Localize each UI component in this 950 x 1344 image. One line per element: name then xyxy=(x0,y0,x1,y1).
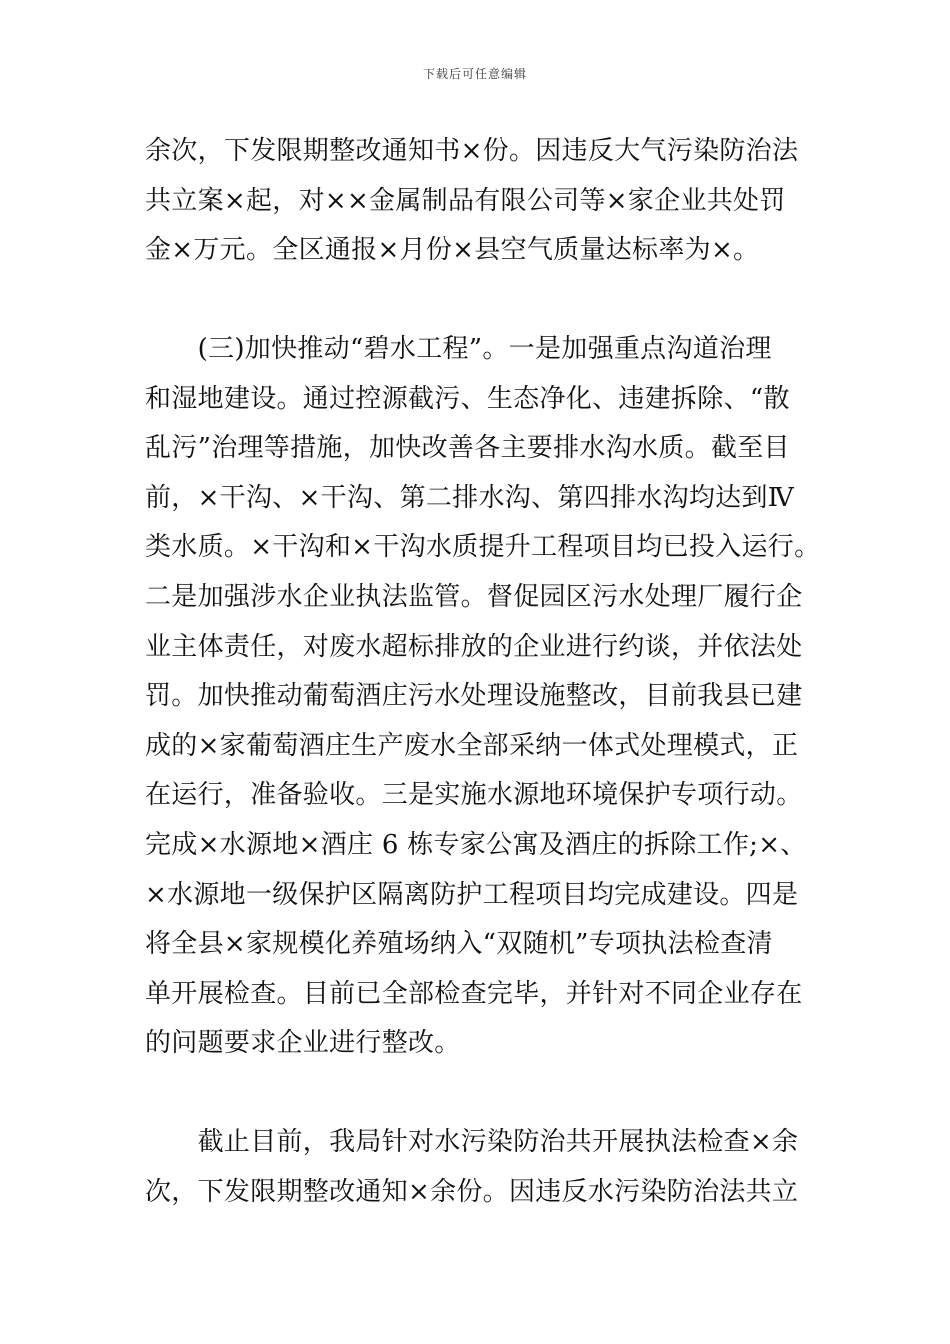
text-line: 完成×水源地×酒庄 6 栋专家公寓及酒庄的拆除工作;×、 xyxy=(145,829,807,860)
text-line: 将全县×家规模化养殖场纳入“双随机”专项执法检查清 xyxy=(145,929,773,960)
text-line: 二是加强涉水企业执法监管。督促园区污水处理厂履行企 xyxy=(145,581,803,612)
text-line: ×水源地一级保护区隔离防护工程项目均完成建设。四是 xyxy=(145,879,799,910)
text-line: 金×万元。全区通报×月份×县空气质量达标率为×。 xyxy=(145,235,760,266)
page-header: 下载后可任意编辑 xyxy=(422,67,527,81)
text-line: 截止目前，我局针对水污染防治共开展执法检查×余 xyxy=(145,1127,799,1157)
paragraph-1 xyxy=(145,127,815,276)
text-line: 单开展检查。目前已全部检查完毕，并针对不同企业存在 xyxy=(145,978,803,1009)
text-line: 前，×干沟、×干沟、第二排水沟、第四排水沟均达到Ⅳ xyxy=(145,482,795,513)
text-line: 类水质。×干沟和×干沟水质提升工程项目均已投入运行。 xyxy=(145,532,821,563)
text-line: 在运行，准备验收。三是实施水源地环境保护专项行动。 xyxy=(145,780,803,811)
text-line: 余次，下发限期整改通知书×份。因违反大气污染防治法 xyxy=(145,136,799,166)
text-line: 和湿地建设。通过控源截污、生态净化、违建拆除、“散 xyxy=(145,383,790,414)
text-line: (三)加快推动“碧水工程”。一是加强重点沟道治理 xyxy=(145,334,772,364)
text-line: 成的×家葡萄酒庄生产废水全部采纳一体式处理模式，正 xyxy=(145,730,799,761)
paragraph-3 xyxy=(145,1118,815,1217)
text-line: 次，下发限期整改通知×余份。因违反水污染防治法共立 xyxy=(145,1176,799,1207)
text-line: 罚。加快推动葡萄酒庄污水处理设施整改，目前我县已建 xyxy=(145,681,803,712)
text-line: 业主体责任，对废水超标排放的企业进行约谈，并依法处 xyxy=(145,631,803,662)
text-line: 共立案×起，对××金属制品有限公司等×家企业共处罚 xyxy=(145,185,786,216)
text-line: 的问题要求企业进行整改。 xyxy=(145,1028,461,1059)
text-line: 乱污”治理等措施，加快改善各主要排水沟水质。截至目 xyxy=(145,433,790,464)
paragraph-2 xyxy=(145,325,821,1069)
